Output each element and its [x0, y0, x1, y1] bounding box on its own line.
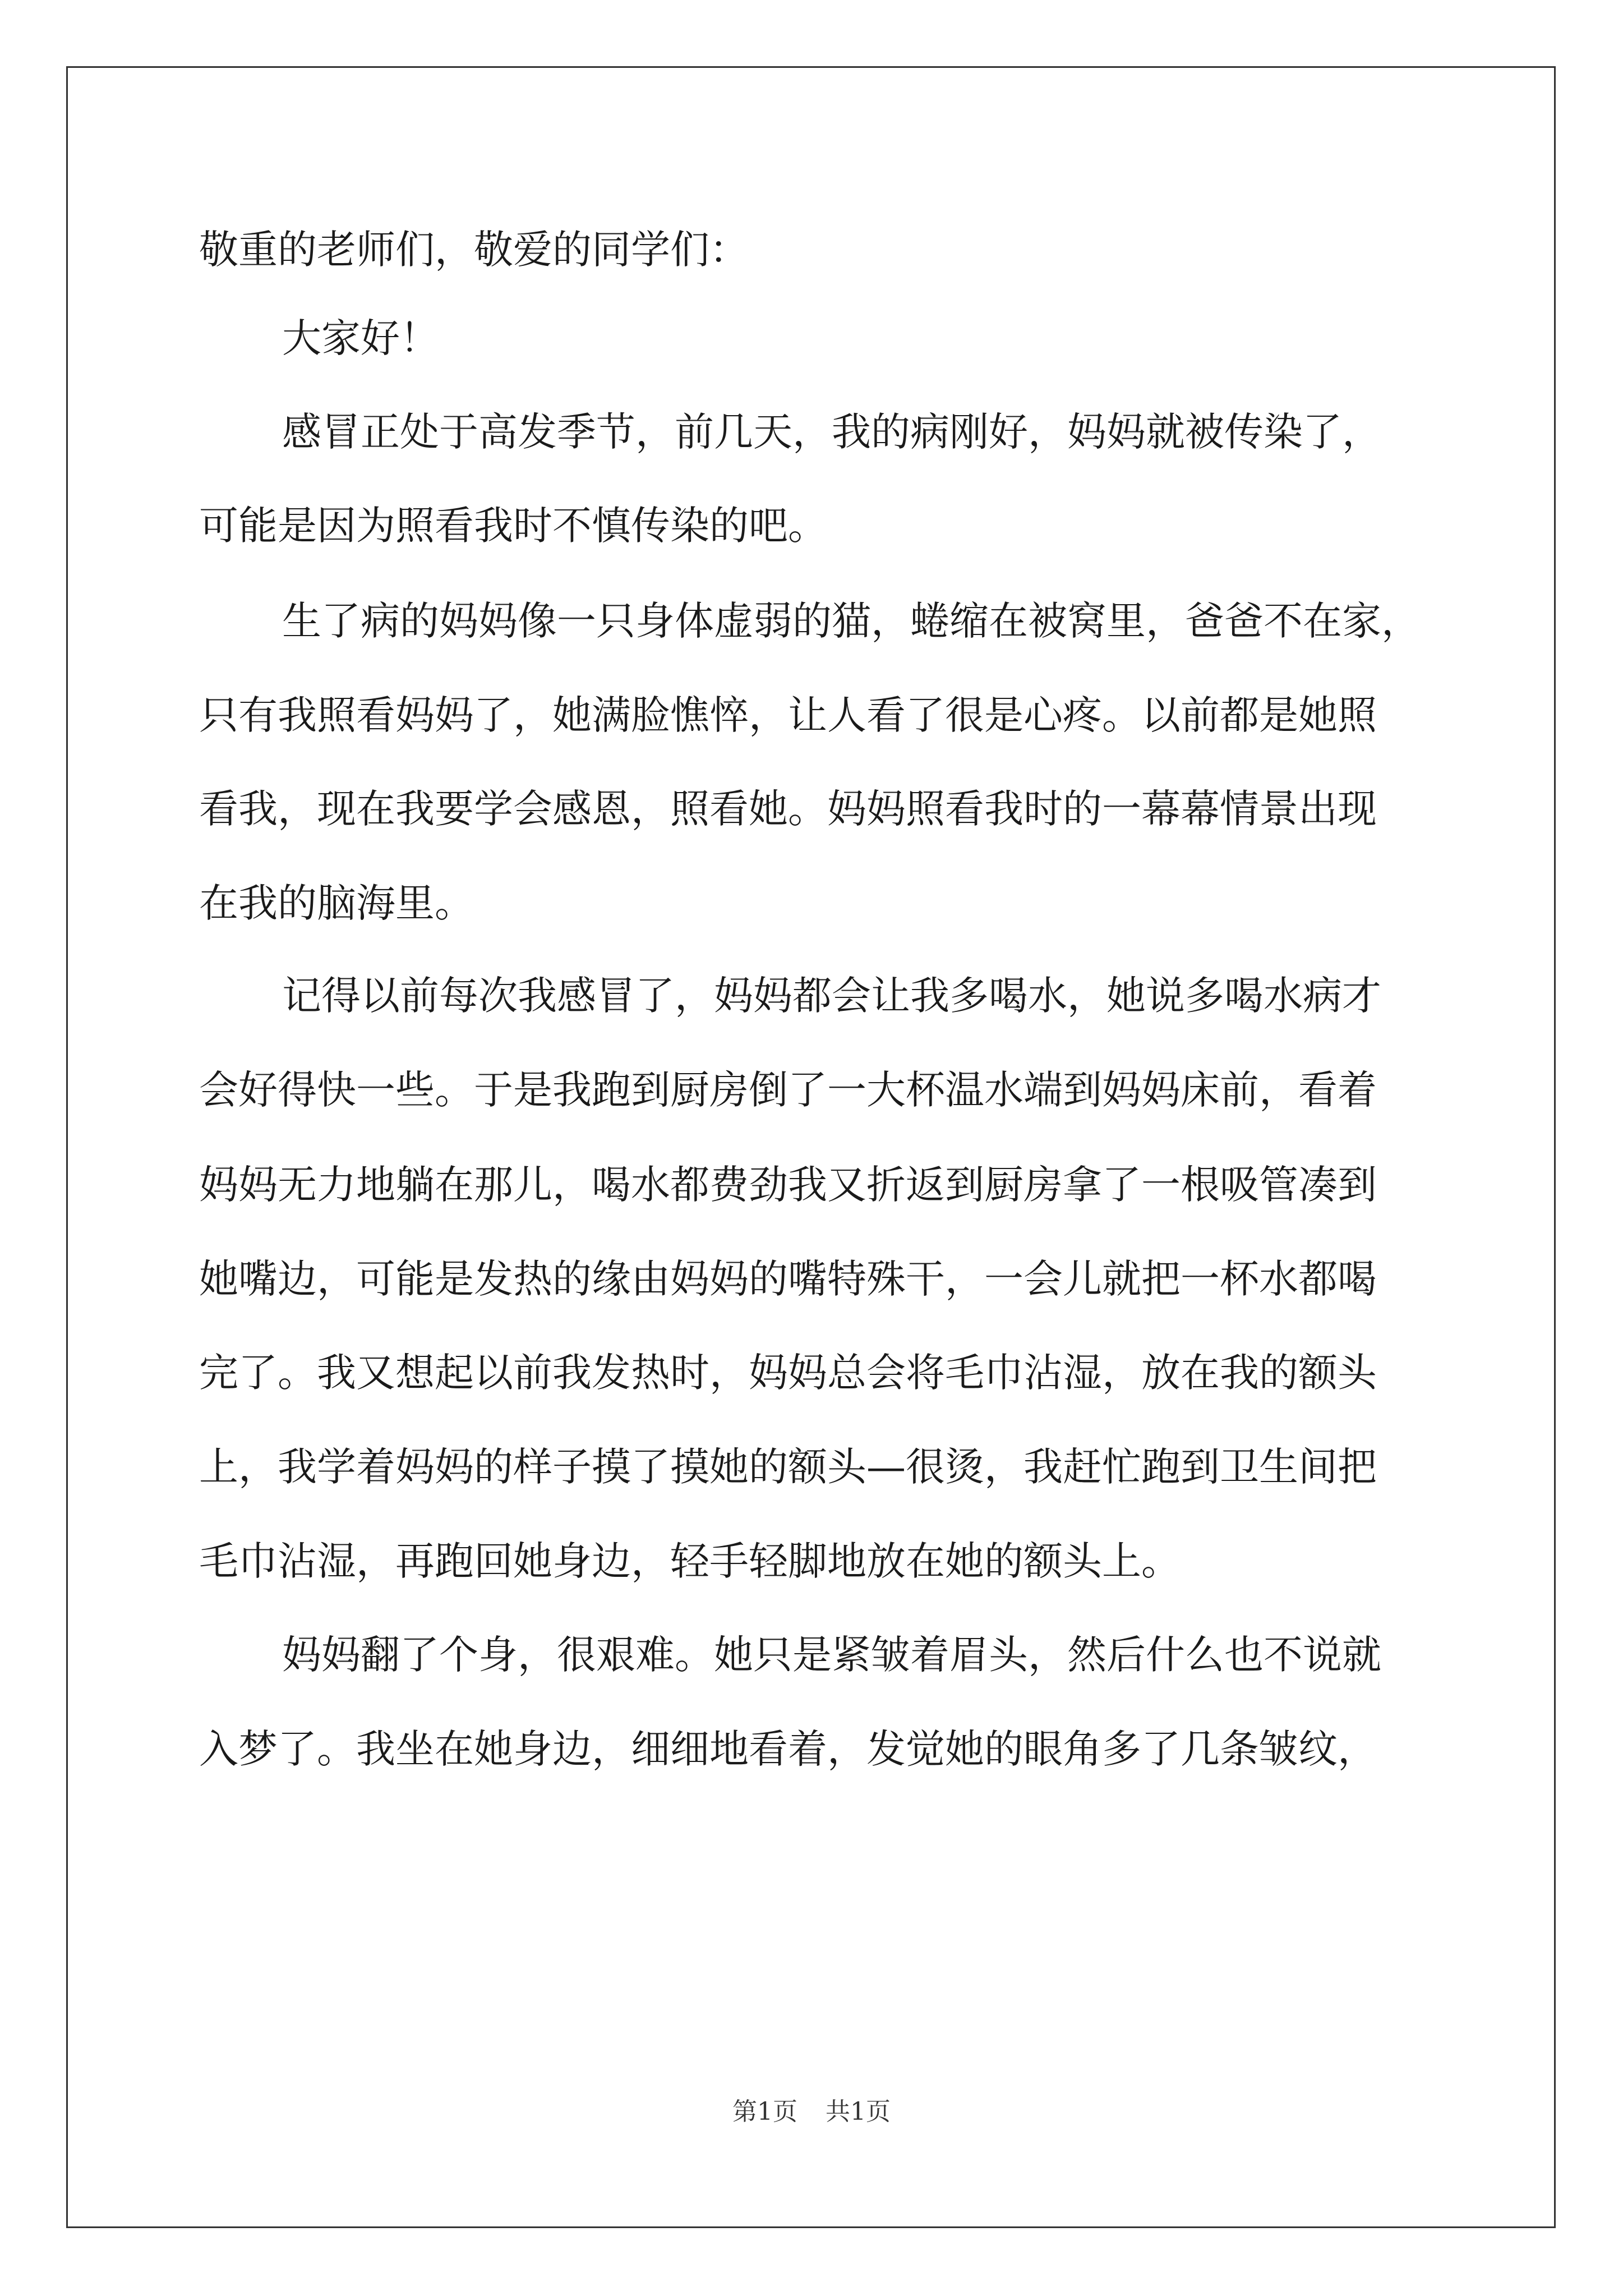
greeting-line: 大家好！ — [282, 315, 439, 361]
paragraph-line: 完了。我又想起以前我发热时，妈妈总会将毛巾沾湿，放在我的额头 — [199, 1350, 1377, 1396]
paragraph-line: 只有我照看妈妈了，她满脸憔悴，让人看了很是心疼。以前都是她照 — [199, 692, 1377, 738]
page-total: 共1页 — [826, 2097, 891, 2126]
paragraph-line: 可能是因为照看我时不慎传染的吧。 — [199, 503, 827, 549]
paragraph-line: 上，我学着妈妈的样子摸了摸她的额头—很烫，我赶忙跑到卫生间把 — [199, 1444, 1377, 1490]
paragraph-line: 妈妈翻了个身，很艰难。她只是紧皱着眉头，然后什么也不说就 — [282, 1632, 1381, 1678]
salutation-line: 敬重的老师们，敬爱的同学们： — [199, 227, 749, 273]
paragraph-line: 会好得快一些。于是我跑到厨房倒了一大杯温水端到妈妈床前，看着 — [199, 1067, 1377, 1113]
paragraph-line: 妈妈无力地躺在那儿，喝水都费劲我又折返到厨房拿了一根吸管凑到 — [199, 1162, 1377, 1208]
paragraph-line: 感冒正处于高发季节，前几天，我的病刚好，妈妈就被传染了， — [282, 409, 1381, 455]
page-number: 第1页 — [732, 2097, 797, 2126]
paragraph-line: 在我的脑海里。 — [199, 880, 474, 926]
paragraph-line: 记得以前每次我感冒了，妈妈都会让我多喝水，她说多喝水病才 — [282, 973, 1381, 1019]
page-border — [66, 66, 1556, 2228]
paragraph-line: 入梦了。我坐在她身边，细细地看着，发觉她的眼角多了几条皱纹， — [199, 1726, 1377, 1772]
paragraph-line: 她嘴边，可能是发热的缘由妈妈的嘴特殊干，一会儿就把一杯水都喝 — [199, 1256, 1377, 1302]
paragraph-line: 生了病的妈妈像一只身体虚弱的猫，蜷缩在被窝里，爸爸不在家， — [282, 598, 1421, 644]
paragraph-line: 毛巾沾湿，再跑回她身边，轻手轻脚地放在她的额头上。 — [199, 1538, 1181, 1584]
page-footer — [0, 2095, 1623, 2129]
paragraph-line: 看我，现在我要学会感恩，照看她。妈妈照看我时的一幕幕情景出现 — [199, 786, 1377, 832]
